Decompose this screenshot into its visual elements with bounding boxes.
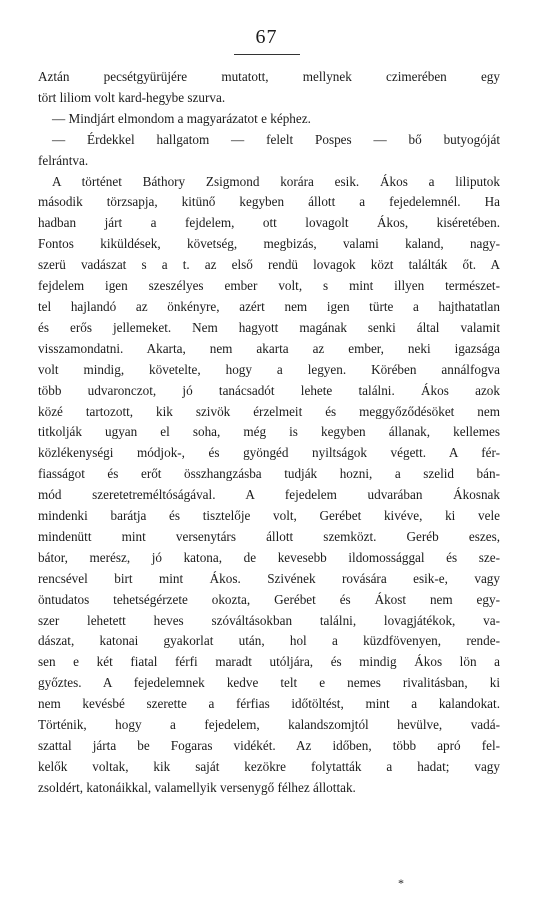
page-number: 67 [255,26,278,48]
text-line: visszamondatni. Akarta, nem akarta az ember, neki igazsága [38,340,500,356]
text-line: fiasságot és erőt összhangzásba tudják hozni, a szelid bán- [38,466,500,482]
text-line: dászat, katonai gyakorlat után, hol a küzdfövenyen, rende- [38,633,500,649]
text-line: — Mindjárt elmondom a magyarázatot e képhez. [52,110,311,126]
text-line: mindenki barátja és tisztelője volt, Gerébet kivéve, ki vele [38,508,500,524]
text-line: — Érdekkel hallgatom — felelt Pospes — bő butyogóját [52,131,500,147]
text-line: tel hajlandó az önkényre, azért nem igen türte a hajthatatlan [38,298,500,314]
text-line: közé tartozott, kik szivök érzelmeit és meggyőződésöket nem [38,403,500,419]
text-line: nem kevésbé szerette a férfias időtöltést, mint a kalandokat. [38,696,500,712]
text-line: titkolják ugyan el soha, még is kegyben állanak, kellemes [38,424,500,440]
text-line: zsoldért, katonáikkal, valamellyik versenygő félhez állottak. [38,779,356,795]
text-line: hadban járt a fejdelem, ott lovagolt Ákos, kiséretében. [38,215,500,231]
text-line: második törzsapja, kitünő kegyben állott a fejedelemnél. Ha [38,194,500,210]
text-line: volt mindig, követelte, hogy a legyen. Körében annálfogva [38,361,500,377]
text-line: rencsével birt mint Ákos. Szivének rovására esik-e, vagy [38,570,500,586]
text-line: Történik, hogy a fejedelem, kalandszomjtól hevülve, vadá- [38,717,500,733]
text-line: mindenütt mint versenytárs állott szemközt. Geréb eszes, [38,528,500,544]
text-line: győztes. A fejedelemnek kedve telt e nemes rivalitásban, ki [38,675,500,691]
text-line: szer lehetett heves szóváltásokban találni, lovagjátékok, va- [38,612,500,628]
text-line: és erős jellemeket. Nem hagyott magának senki által valamit [38,319,500,335]
text-line: sen e két fiatal férfi maradt utóljára, és mindig Ákos lön a [38,654,500,670]
text-line: közlékenységi módjok-, és gyöngéd nyiltságok végett. A fér- [38,445,500,461]
text-line: fejdelem igen szeszélyes ember volt, s mint illyen természet- [38,278,500,294]
header-rule [234,54,300,55]
text-line: több udvaronczot, jó tanácsadót lehete találni. Ákos azok [38,382,500,398]
text-line: Fontos kiküldések, követség, megbizás, valami kaland, nagy- [38,236,500,252]
text-line: Aztán pecsétgyürüjére mutatott, mellynek czimerében egy [38,69,500,84]
text-line: mód szeretetreméltóságával. A fejedelem udvarában Ákosnak [38,487,500,503]
text-line: öntudatos tehetségérzete okozta, Gerébet és Ákost nem egy- [38,591,500,607]
text-line: bátor, merész, jó katona, de kevesebb ildomossággal és sze- [38,549,500,565]
text-line: szattal járta be Fogaras vidékét. Az időben, több apró fel- [38,738,500,753]
text-line: felrántva. [38,152,89,168]
body-text [38,67,500,799]
text-line: tört liliom volt kard-hegybe szurva. [38,89,226,105]
text-line: A történet Báthory Zsigmond korára esik. Ákos a liliputok [52,173,500,189]
text-line: szerü vadászat s a t. az első rendü lovagok közt találták őt. A [38,257,500,273]
signature-mark: * [398,876,404,890]
text-line: kelők voltak, kik saját kezökre folytatták a hadat; vagy [38,758,500,774]
